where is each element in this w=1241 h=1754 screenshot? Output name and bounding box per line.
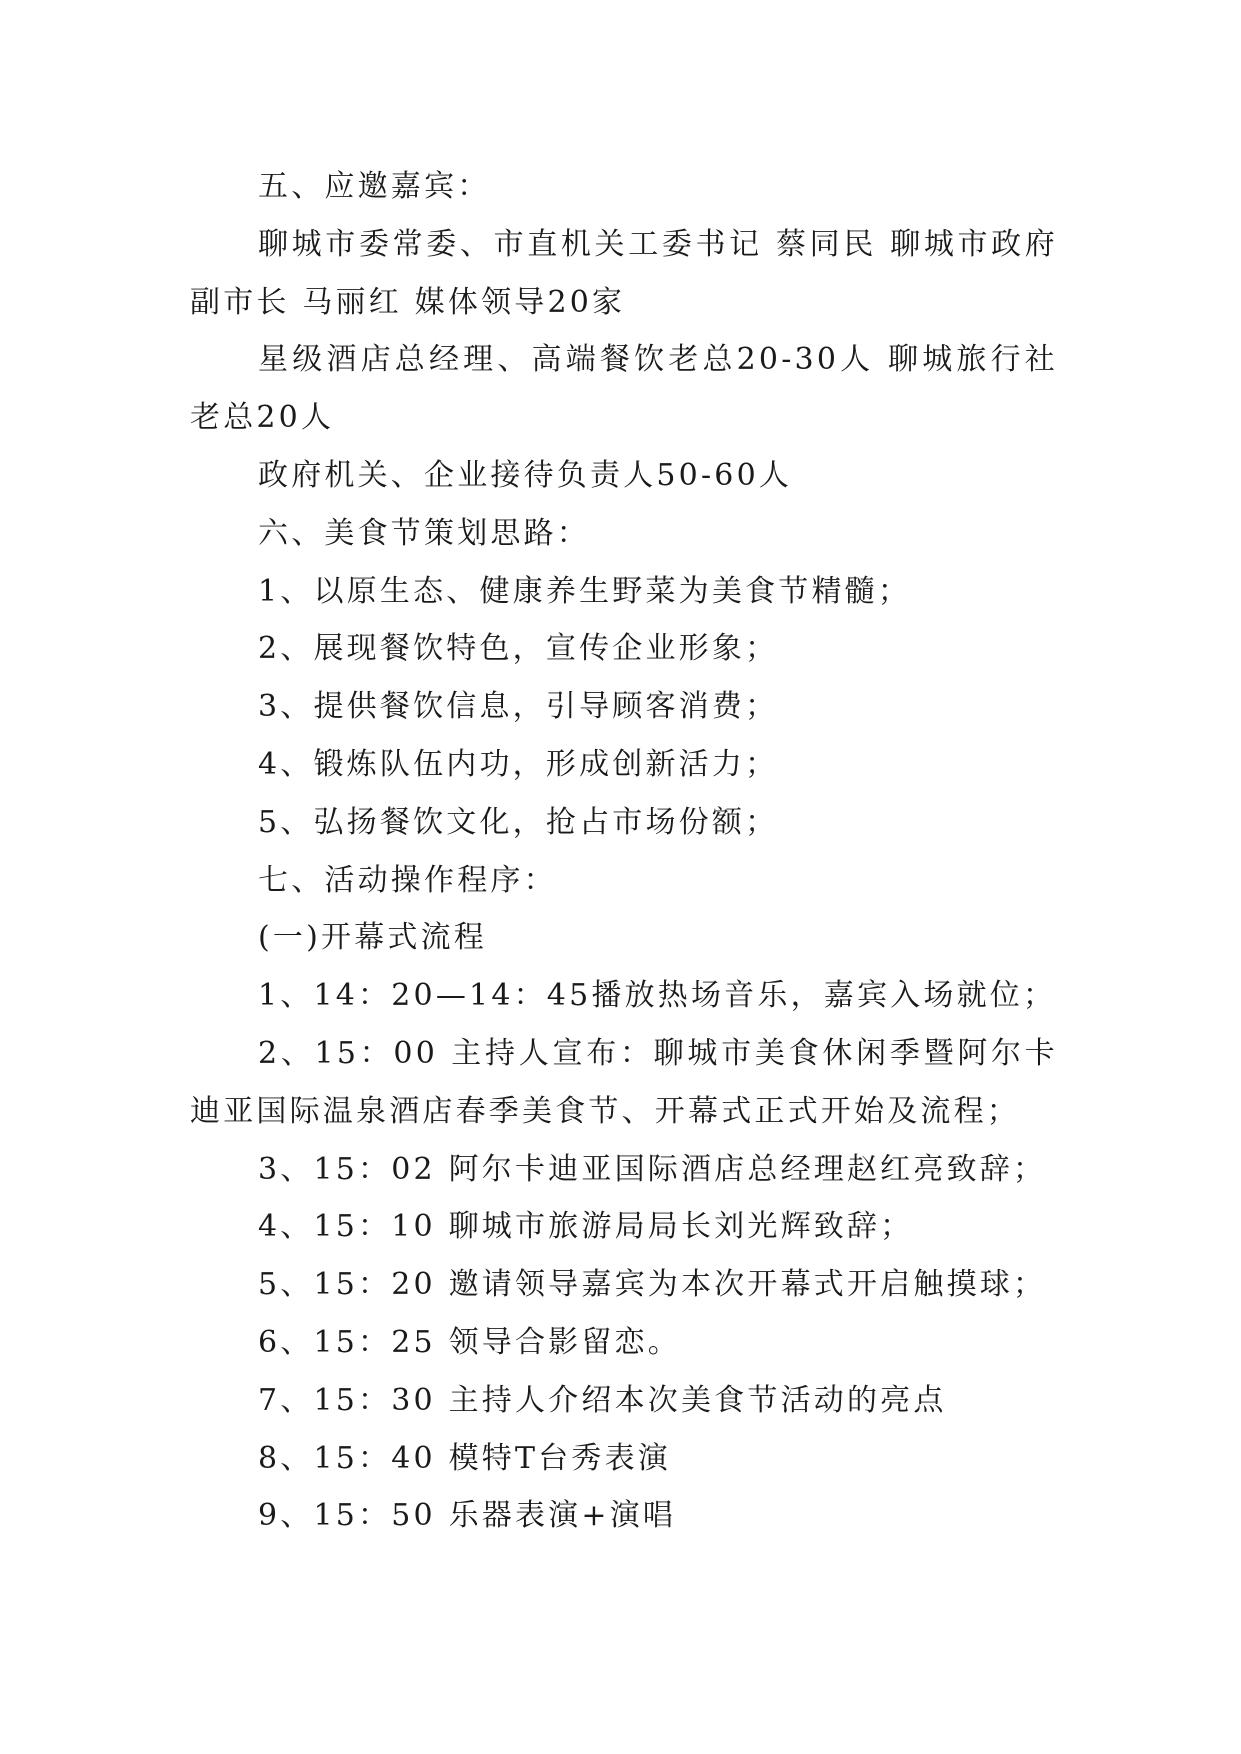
section-heading-planning: 六、美食节策划思路： (258, 515, 590, 551)
paragraph-guests-government: 政府机关、企业接待负责人50-60人 (258, 457, 793, 493)
planning-item-3: 3、提供餐饮信息，引导顾客消费； (258, 689, 779, 725)
section-heading-procedure: 七、活动操作程序： (258, 862, 557, 898)
planning-item-2: 2、展现餐饮特色，宣传企业形象； (258, 631, 779, 667)
procedure-item-3: 3、15：02 阿尔卡迪亚国际酒店总经理赵红亮致辞； (258, 1151, 1047, 1187)
subsection-heading-opening: (一)开幕式流程 (258, 920, 488, 956)
procedure-item-1: 1、14：20—14：45播放热场音乐，嘉宾入场就位； (258, 978, 1057, 1014)
procedure-item-4: 4、15：10 聊城市旅游局局长刘光辉致辞； (258, 1209, 914, 1245)
paragraph-guests-hotels: 星级酒店总经理、高端餐饮老总20-30人 聊城旅行社老总20人 (190, 342, 1058, 436)
procedure-item-5: 5、15：20 邀请领导嘉宾为本次开幕式开启触摸球； (258, 1267, 1047, 1303)
document-body (190, 158, 1058, 1545)
planning-item-1: 1、以原生态、健康养生野菜为美食节精髓； (258, 573, 912, 609)
section-heading-guests: 五、应邀嘉宾： (258, 169, 491, 204)
procedure-item-9: 9、15：50 乐器表演+演唱 (258, 1498, 677, 1534)
procedure-item-7: 7、15：30 主持人介绍本次美食节活动的亮点 (258, 1382, 947, 1418)
procedure-item-8: 8、15：40 模特T台秀表演 (258, 1440, 671, 1476)
planning-item-4: 4、锻炼队伍内功，形成创新活力； (258, 746, 779, 782)
procedure-item-2: 2、15：00 主持人宣布：聊城市美食休闲季暨阿尔卡迪亚国际温泉酒店春季美食节、开幕式正式开始及流程； (190, 1035, 1058, 1129)
planning-item-5: 5、弘扬餐饮文化，抢占市场份额； (258, 804, 779, 840)
procedure-item-6: 6、15：25 领导合影留恋。 (258, 1324, 681, 1360)
paragraph-guests-officials: 聊城市委常委、市直机关工委书记 蔡同民 聊城市政府副市长 马丽红 媒体领导20家 (190, 226, 1058, 320)
